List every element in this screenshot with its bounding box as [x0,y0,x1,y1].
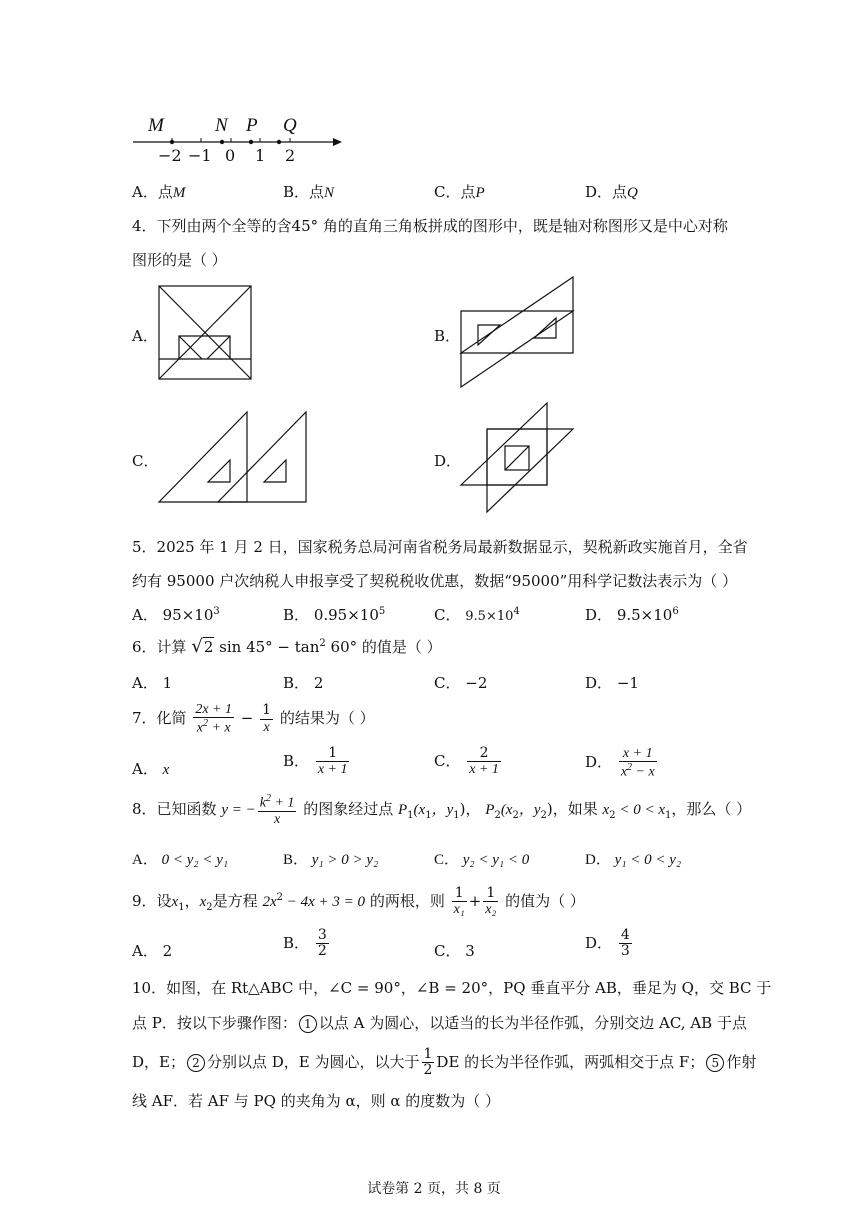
question-5-line-2: 约有 95000 户次纳税人申报享受了契税税收优惠，数据“95000”用科学记数法表示为（ ） [132,572,738,590]
option-a[interactable]: A． 1 [132,674,173,692]
tick-label: 2 [285,146,296,165]
option-a[interactable]: A． x [132,760,170,778]
question-10-line-3: D，E； 2 分别以点 D，E 为圆心，以大于 $\frac{1}{2}$ DE 的长为半径作弧，两弧相交于点 F； 5 作射 [132,1046,757,1079]
option-c[interactable]: C． [132,452,159,470]
option-b[interactable]: B． [434,327,461,345]
fraction: $\frac{2x + 1}{x^2 + x}$ [195,702,232,737]
tick-label: 0 [225,146,236,165]
option-c[interactable]: C． y₂ < y₁ < 0 [434,852,530,868]
option-a[interactable]: A． $95\times 10^3$ [132,606,220,624]
step-number: 5 [706,1054,724,1072]
step-number: 1 [299,1015,317,1033]
point-label-m: M [148,115,164,136]
option-a[interactable]: A． [132,327,158,345]
option-c[interactable]: C． −2 [434,674,488,692]
question-4-line-1: 4．下列由两个全等的含45° 角的直角三角板拼成的图形中，既是轴对称图形又是中心对称 [132,217,728,235]
question-9: 9．设$x_1$，$x_2$是方程 $2x^2 - 4x + 3 = 0$ 的两根，则 $\frac{1}{\text{x₁}}$ + $\frac{1}{\text{x₂}}$ 的值为（ ） [132,885,585,918]
option-b[interactable]: B． y₁ > 0 > y₂ [283,852,379,868]
question-10-line-1: 10．如图，在 Rt△ABC 中，∠C = 90°，∠B = 20°，PQ 垂直平分 AB，垂足为 Q，交 BC 于 [132,979,772,997]
step-number: 2 [187,1054,205,1072]
point-label-p: P [246,115,258,136]
fraction: $\frac{1}{x}$ [262,702,272,735]
option-b[interactable]: B．点N [283,183,335,201]
option-b[interactable]: B． $0.95\times 10^5$ [283,606,386,624]
option-a[interactable]: A．点M [132,183,186,201]
option-b[interactable]: B． 2 [283,674,324,692]
option-a[interactable]: A． 0 < y₂ < y₁ [132,852,229,868]
option-d[interactable]: D． −1 [585,674,639,692]
option-b[interactable]: B． $\frac{1}{x + 1}$ [283,745,348,778]
option-d[interactable]: D． $\frac{4}{3}$ [585,927,630,960]
question-10-line-4: 线 AF．若 AF 与 PQ 的夹角为 α，则 α 的度数为（ ） [132,1092,501,1110]
triangle-figure-d[interactable] [0,0,868,520]
option-b[interactable]: B． $\frac{3}{2}$ [283,927,327,960]
option-c[interactable]: C． $\frac{2}{x + 1}$ [434,745,499,778]
point-label-q: Q [283,115,297,136]
tick-label: 1 [255,146,266,165]
option-c[interactable]: C． 3 [434,942,475,960]
option-a[interactable]: A． 2 [132,942,173,960]
question-4-line-2: 图形的是（ ） [132,251,227,269]
question-7: 7．化简 $\frac{2x + 1}{x^2 + x}$ − $\frac{1}{x}$ 的结果为（ ） [132,702,375,737]
option-c[interactable]: C．点P [434,183,485,201]
page-footer: 试卷第 2 页，共 8 页 [367,1181,501,1197]
question-5-line-1: 5．2025 年 1 月 2 日，国家税务总局河南省税务局最新数据显示，契税新政实施首月，全省 [132,538,748,556]
question-8: 8．已知函数 y = − $\frac{k^2 + 1}{x}$ 的图象经过点 $P_1(x_1$，$y_1$)， $P_2(x_2$，$y_2$)，如果 $x_2 < 0 < x_1$，那么（ ） [132,793,752,828]
tick-label: −2 [158,146,182,165]
sqrt-symbol: √ [191,636,203,657]
tick-label: −1 [188,146,212,165]
option-d[interactable]: D． y₁ < 0 < y₂ [585,852,682,868]
question-10-line-2: 点 P．按以下步骤作图： 1 以点 A 为圆心，以适当的长为半径作弧，分别交边 AC, AB 于点 [132,1014,747,1032]
option-c[interactable]: C． $9.5\times 10^4$ [434,606,520,624]
option-d[interactable]: D． $\frac{x + 1}{x^2 - x}$ [585,746,655,781]
question-6: 6．计算 √2 $\sin 45^\circ - \tan^2 60^\circ$ 的值是（ ） [132,636,442,657]
option-d[interactable]: D． $9.5\times 10^6$ [585,606,679,624]
point-label-n: N [215,115,228,136]
option-d[interactable]: D． [434,452,462,470]
option-d[interactable]: D．点Q [585,183,638,201]
